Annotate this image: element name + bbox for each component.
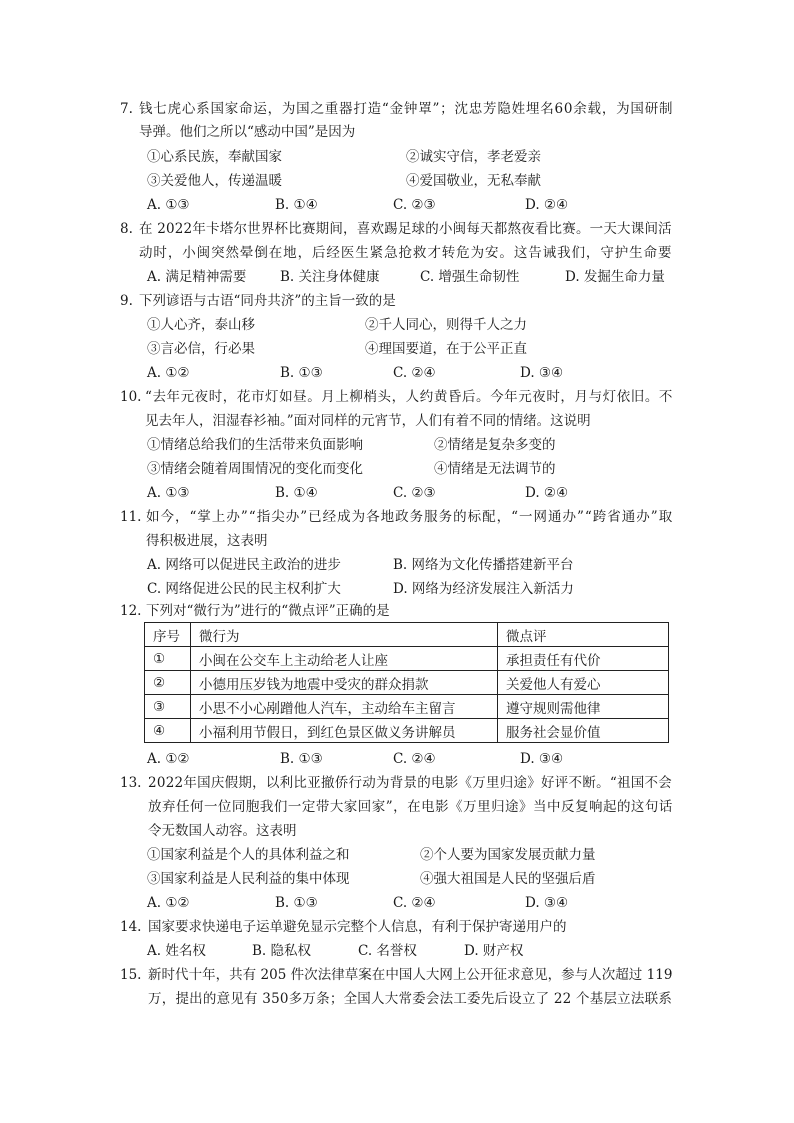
- question-stem-line: 下列谚语与古语“同舟共济”的主旨一致的是: [139, 293, 396, 309]
- question-stem-line: 令无数国人动容。这表明: [148, 823, 297, 839]
- table-cell: 小福利用节假日，到红色景区做义务讲解员: [191, 719, 498, 743]
- statement: ③情绪会随着周围情况的变化而变化: [147, 461, 363, 477]
- answer-option-b: B. ①④: [275, 197, 318, 213]
- question-number: 13.: [120, 775, 142, 791]
- statement: ①人心齐，泰山移: [147, 317, 255, 333]
- answer-option-d: D. 发掘生命力量: [565, 269, 665, 285]
- table-cell: 小德用压岁钱为地震中受灾的群众捐款: [191, 671, 498, 695]
- answer-option-b: B. ①③: [280, 365, 323, 381]
- question-stem-line: 新时代十年，共有 205 件次法律草案在中国人大网上公开征求意见，参与人次超过 119: [148, 967, 673, 983]
- table-cell: 小思不小心剐蹭他人汽车，主动给车主留言: [191, 695, 498, 719]
- answer-option-c: C. ②③: [393, 197, 436, 213]
- statement: ③关爱他人，传递温暖: [147, 173, 282, 189]
- answer-option-d: D. ②④: [525, 485, 569, 501]
- question-number: 7.: [120, 101, 133, 117]
- table-row: [145, 647, 669, 671]
- answer-option-b: B. 网络为文化传播搭建新平台: [393, 557, 574, 573]
- answer-option-a: A. 姓名权: [147, 943, 206, 959]
- answer-option-b: B. 关注身体健康: [280, 269, 380, 285]
- answer-option-c: C. 名誉权: [358, 943, 417, 959]
- answer-option-d: D. 财产权: [464, 943, 524, 959]
- answer-option-a: A. 网络可以促进民主政治的进步: [147, 557, 341, 573]
- question-stem-line: 钱七虎心系国家命运，为国之重器打造“金钟罩”；沈忠芳隐姓埋名60余载，为国研制: [139, 101, 674, 117]
- micro-behavior-table: [144, 622, 669, 743]
- statement: ①心系民族，奉献国家: [147, 149, 282, 165]
- answer-option-c: C. ②④: [393, 365, 436, 381]
- answer-option-b: B. 隐私权: [252, 943, 312, 959]
- table-cell: 遵守规则需他律: [498, 695, 669, 719]
- table-row: [145, 719, 669, 743]
- answer-option-c: C. ②③: [393, 485, 436, 501]
- question-number: 9.: [120, 293, 133, 309]
- question-stem-line: 万，提出的意见有 350多万条；全国人大常委会法工委先后设立了 22 个基层立法联系: [148, 991, 673, 1007]
- answer-option-a: A. ①②: [147, 365, 190, 381]
- statement: ①国家利益是个人的具体利益之和: [147, 847, 350, 863]
- question-number: 11.: [120, 509, 142, 525]
- question-stem-line: 如今，“掌上办”“指尖办”已经成为各地政务服务的标配，“一网通办”“跨省通办”取: [146, 509, 674, 525]
- statement: ②个人要为国家发展贡献力量: [420, 847, 596, 863]
- answer-option-c: C. ②④: [393, 895, 436, 911]
- table-row: [145, 671, 669, 695]
- table-header-cell: 序号: [145, 623, 191, 647]
- answer-option-a: A. ①③: [147, 197, 190, 213]
- statement: ④爱国敬业，无私奉献: [406, 173, 541, 189]
- answer-option-b: B. ①③: [275, 895, 318, 911]
- statement: ①情绪总给我们的生活带来负面影响: [147, 437, 363, 453]
- answer-option-c: C. ②④: [393, 751, 436, 767]
- table-header-cell: 微点评: [498, 623, 669, 647]
- answer-option-d: D. ③④: [525, 895, 569, 911]
- question-stem-line: “去年元夜时，花市灯如昼。月上柳梢头，人约黄昏后。今年元夜时，月与灯依旧。不: [145, 389, 673, 405]
- answer-option-d: D. ③④: [520, 751, 564, 767]
- statement: ②诚实守信，孝老爱亲: [406, 149, 541, 165]
- question-stem-line: 见去年人，泪湿春衫袖。”面对同样的元宵节，人们有着不同的情绪。这说明: [145, 413, 591, 429]
- answer-option-d: D. ③④: [520, 365, 564, 381]
- answer-option-a: A. ①③: [147, 485, 190, 501]
- answer-option-b: B. ①③: [280, 751, 323, 767]
- answer-option-a: A. ①②: [147, 751, 190, 767]
- statement: ②情绪是复杂多变的: [434, 437, 556, 453]
- table-cell: ③: [145, 695, 191, 719]
- statement: ④强大祖国是人民的坚强后盾: [420, 871, 596, 887]
- answer-option-d: D. ②④: [525, 197, 569, 213]
- table-header-row: [145, 623, 669, 647]
- question-number: 8.: [120, 221, 133, 237]
- statement: ③国家利益是人民利益的集中体现: [147, 871, 350, 887]
- table-cell: 小闽在公交车上主动给老人让座: [191, 647, 498, 671]
- answer-option-d: D. 网络为经济发展注入新活力: [393, 581, 574, 597]
- question-stem-line: 国家要求快递电子运单避免显示完整个人信息，有利于保护寄递用户的: [148, 919, 567, 935]
- question-stem-line: 在 2022年卡塔尔世界杯比赛期间，喜欢踢足球的小闽每天都熬夜看比赛。一天大课间活: [139, 221, 672, 237]
- answer-option-c: C. 网络促进公民的民主权利扩大: [147, 581, 341, 597]
- table-row: [145, 695, 669, 719]
- question-number: 12.: [120, 603, 142, 619]
- question-number: 15.: [120, 967, 142, 983]
- question-stem-line: 导弹。他们之所以“感动中国”是因为: [139, 124, 356, 140]
- question-stem-line: 下列对“微行为”进行的“微点评”正确的是: [146, 603, 390, 619]
- table-cell: ②: [145, 671, 191, 695]
- question-stem-line: 2022年国庆假期，以利比亚撤侨行动为背景的电影《万里归途》好评不断。“祖国不会: [148, 775, 673, 791]
- statement: ④理国要道，在于公平正直: [365, 341, 527, 357]
- answer-option-a: A. ①②: [147, 895, 190, 911]
- question-stem-line: 得积极进展，这表明: [146, 533, 268, 549]
- statement: ④情绪是无法调节的: [434, 461, 556, 477]
- answer-option-c: C. 增强生命韧性: [420, 269, 520, 285]
- table-cell: ①: [145, 647, 191, 671]
- statement: ②千人同心，则得千人之力: [365, 317, 527, 333]
- question-number: 10.: [120, 389, 142, 405]
- table-header-cell: 微行为: [191, 623, 498, 647]
- table-cell: ④: [145, 719, 191, 743]
- question-stem-line: 动时，小闽突然晕倒在地，后经医生紧急抢救才转危为安。这告诫我们，守护生命要: [139, 245, 673, 261]
- table-cell: 关爱他人有爱心: [498, 671, 669, 695]
- question-stem-line: 放弃任何一位同胞我们一定带大家回家”，在电影《万里归途》当中反复响起的这句话: [148, 799, 673, 815]
- statement: ③言必信，行必果: [147, 341, 255, 357]
- table-cell: 服务社会显价值: [498, 719, 669, 743]
- answer-option-a: A. 满足精神需要: [147, 269, 247, 285]
- table-cell: 承担责任有代价: [498, 647, 669, 671]
- question-number: 14.: [120, 919, 142, 935]
- answer-option-b: B. ①④: [275, 485, 318, 501]
